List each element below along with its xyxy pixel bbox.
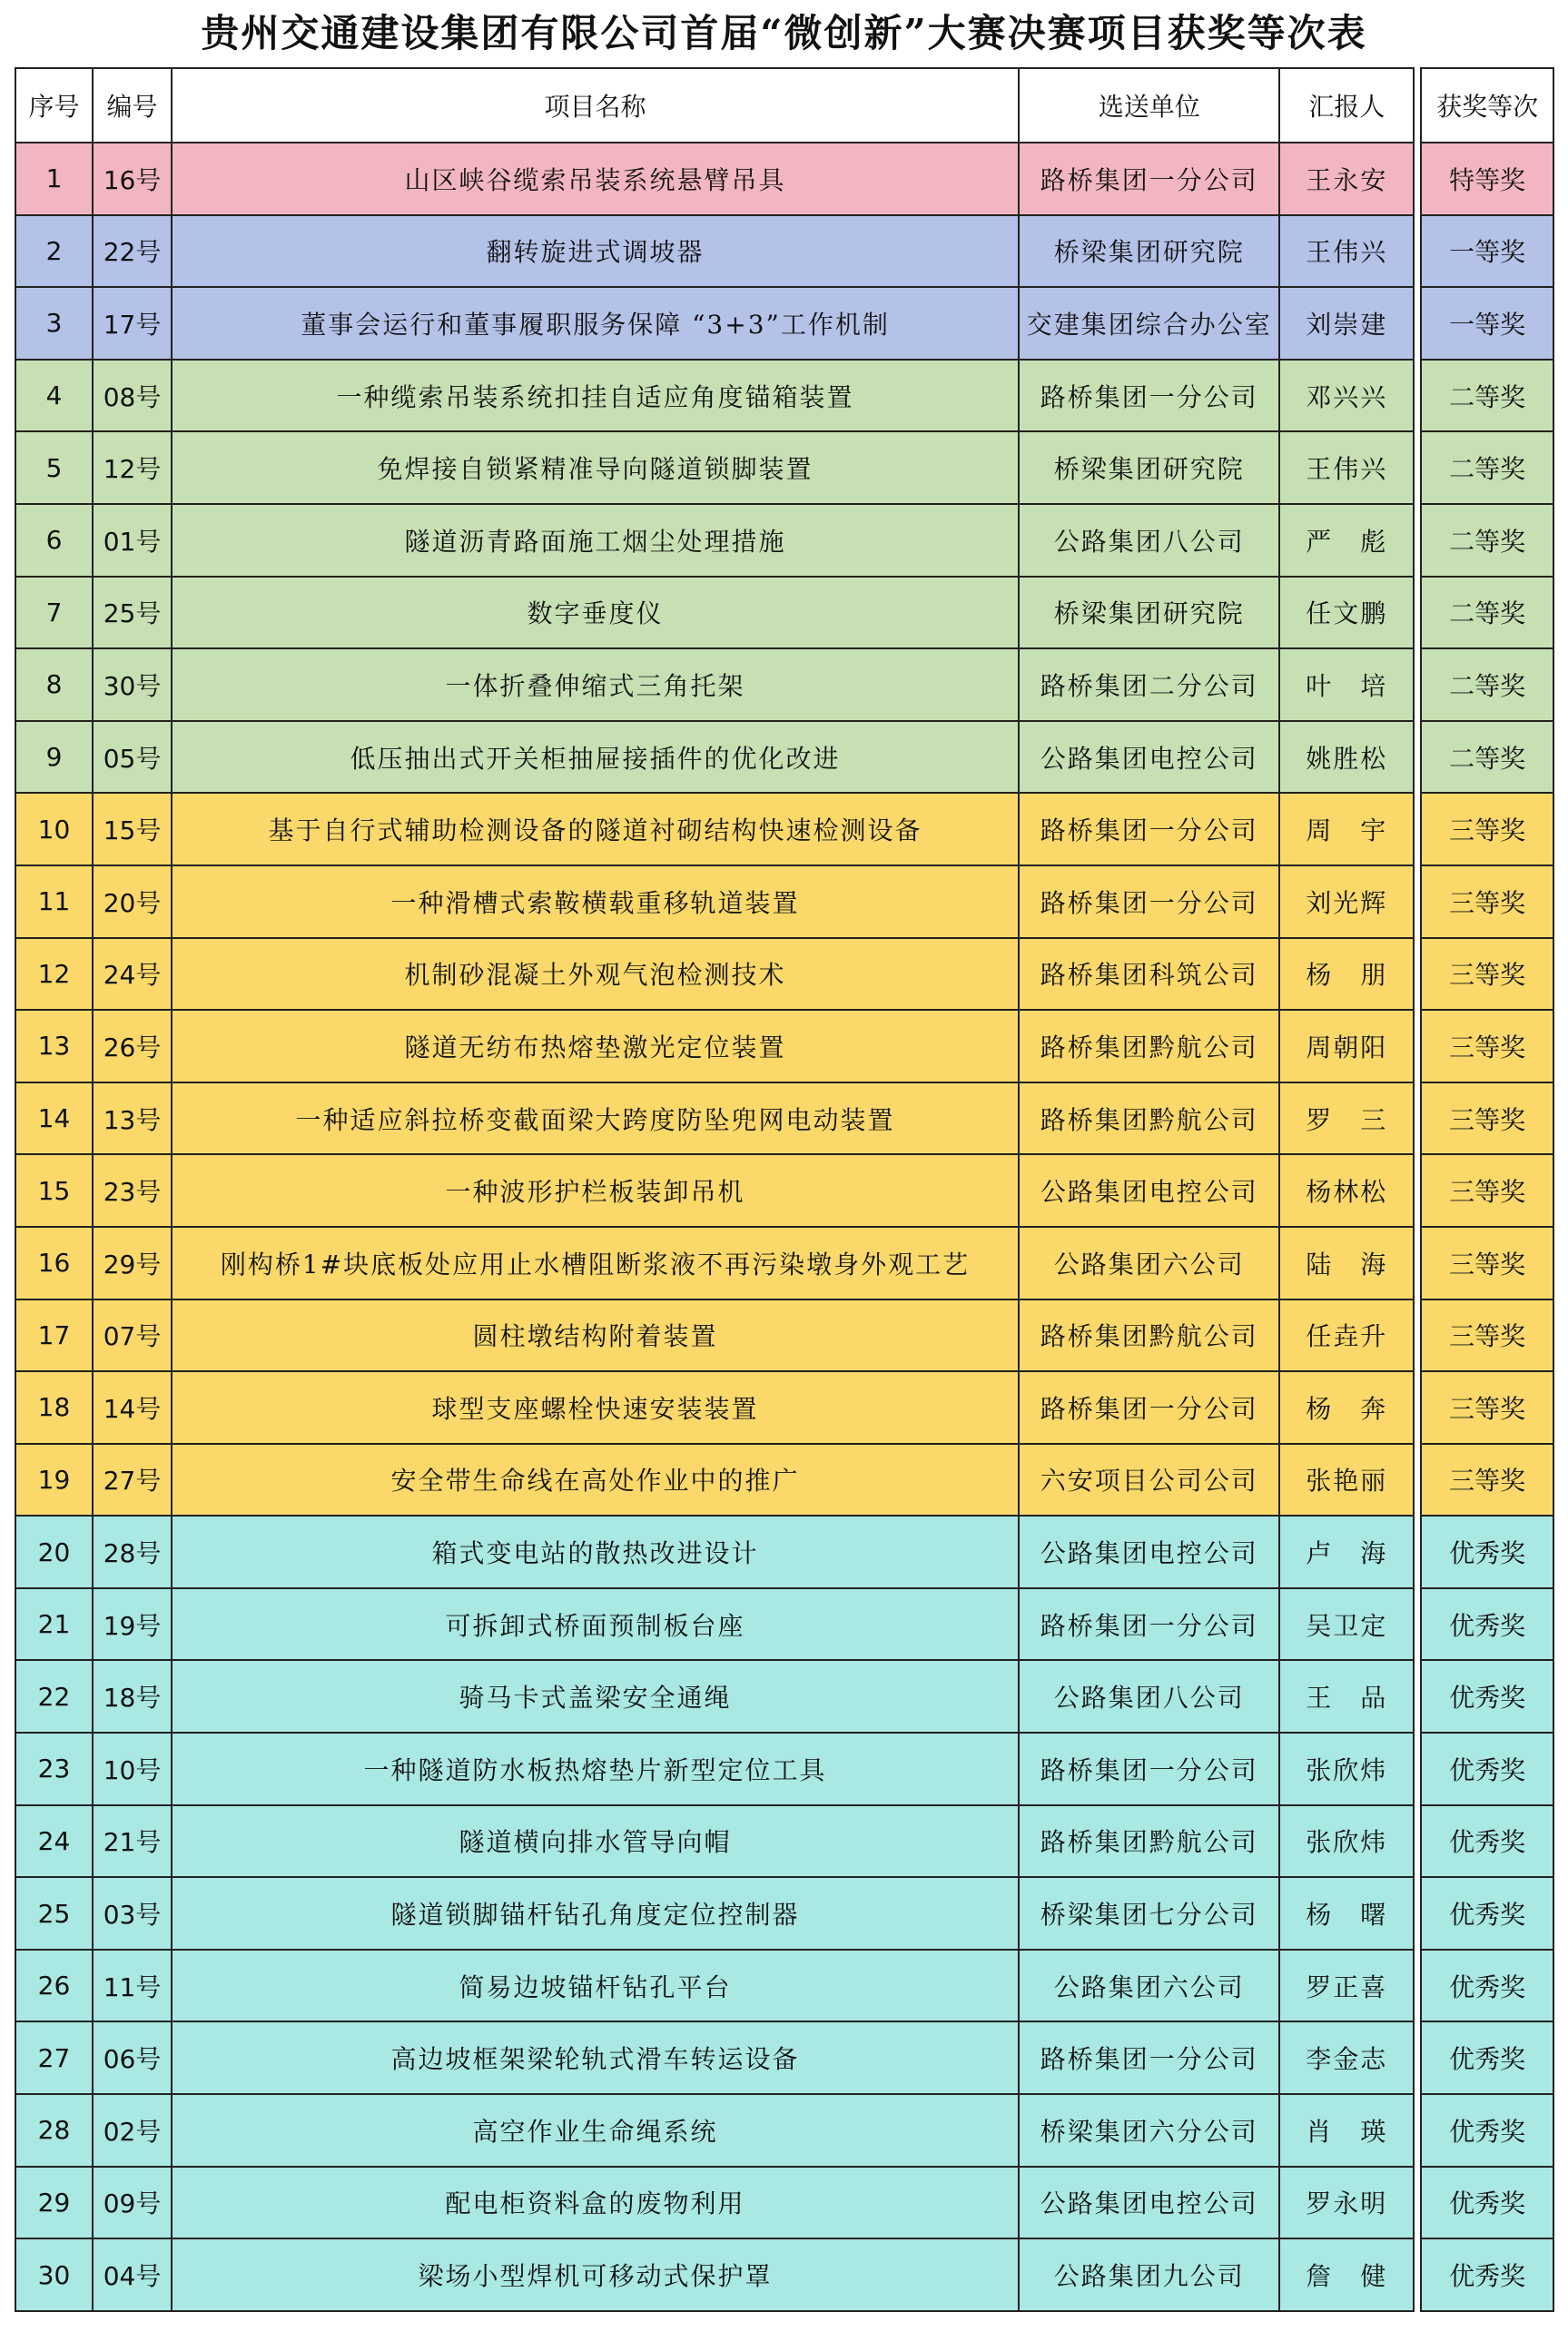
cell-reporter: 杨林松 xyxy=(1279,1154,1414,1227)
cell-unit: 路桥集团一分公司 xyxy=(1019,1371,1279,1444)
cell-num: 11号 xyxy=(93,1950,172,2022)
column-gap xyxy=(1414,938,1421,1011)
table-row xyxy=(15,1010,1553,1082)
cell-seq: 4 xyxy=(15,360,93,432)
cell-reporter: 张欣炜 xyxy=(1279,1733,1414,1805)
cell-reporter: 刘崇建 xyxy=(1279,287,1414,360)
cell-num: 04号 xyxy=(93,2238,172,2311)
cell-reporter: 卢 海 xyxy=(1279,1516,1414,1588)
column-gap xyxy=(1414,865,1421,938)
cell-unit: 公路集团六公司 xyxy=(1019,1950,1279,2022)
cell-seq: 19 xyxy=(15,1444,93,1517)
cell-seq: 13 xyxy=(15,1010,93,1082)
cell-project-name: 隧道无纺布热熔垫激光定位装置 xyxy=(172,1010,1019,1082)
table-row xyxy=(15,1733,1553,1805)
cell-unit: 路桥集团一分公司 xyxy=(1019,1733,1279,1805)
table-row xyxy=(15,2094,1553,2167)
cell-unit: 桥梁集团七分公司 xyxy=(1019,1877,1279,1950)
cell-unit: 路桥集团一分公司 xyxy=(1019,2021,1279,2094)
cell-seq: 6 xyxy=(15,504,93,577)
column-gap xyxy=(1414,2167,1421,2239)
cell-unit: 路桥集团一分公司 xyxy=(1019,143,1279,215)
cell-unit: 公路集团八公司 xyxy=(1019,504,1279,577)
column-gap xyxy=(1414,1516,1421,1588)
column-gap xyxy=(1414,1950,1421,2022)
cell-award: 三等奖 xyxy=(1421,793,1553,865)
cell-unit: 桥梁集团六分公司 xyxy=(1019,2094,1279,2167)
cell-reporter: 任垚升 xyxy=(1279,1299,1414,1372)
table-row xyxy=(15,2238,1553,2311)
table-row xyxy=(15,793,1553,865)
cell-seq: 17 xyxy=(15,1299,93,1372)
cell-unit: 路桥集团一分公司 xyxy=(1019,793,1279,865)
cell-num: 25号 xyxy=(93,577,172,649)
column-gap xyxy=(1414,360,1421,432)
cell-award: 二等奖 xyxy=(1421,431,1553,504)
table-row xyxy=(15,721,1553,794)
cell-project-name: 安全带生命线在高处作业中的推广 xyxy=(172,1444,1019,1517)
table-row xyxy=(15,1082,1553,1155)
cell-project-name: 山区峡谷缆索吊装系统悬臂吊具 xyxy=(172,143,1019,215)
cell-project-name: 基于自行式辅助检测设备的隧道衬砌结构快速检测设备 xyxy=(172,793,1019,865)
cell-seq: 11 xyxy=(15,865,93,938)
cell-num: 27号 xyxy=(93,1444,172,1517)
cell-award: 优秀奖 xyxy=(1421,2238,1553,2311)
cell-reporter: 王伟兴 xyxy=(1279,215,1414,288)
table-row xyxy=(15,2021,1553,2094)
cell-award: 优秀奖 xyxy=(1421,1516,1553,1588)
cell-award: 三等奖 xyxy=(1421,865,1553,938)
cell-award: 一等奖 xyxy=(1421,215,1553,288)
cell-project-name: 梁场小型焊机可移动式保护罩 xyxy=(172,2238,1019,2311)
column-gap xyxy=(1414,1588,1421,1661)
cell-num: 16号 xyxy=(93,143,172,215)
cell-reporter: 詹 健 xyxy=(1279,2238,1414,2311)
cell-project-name: 可拆卸式桥面预制板台座 xyxy=(172,1588,1019,1661)
cell-award: 优秀奖 xyxy=(1421,2094,1553,2167)
cell-reporter: 叶 培 xyxy=(1279,648,1414,721)
cell-award: 三等奖 xyxy=(1421,938,1553,1011)
awards-table xyxy=(15,67,1554,2312)
cell-num: 29号 xyxy=(93,1227,172,1299)
column-gap xyxy=(1414,1010,1421,1082)
column-gap xyxy=(1414,2094,1421,2167)
cell-num: 18号 xyxy=(93,1660,172,1733)
table-row xyxy=(15,865,1553,938)
cell-award: 三等奖 xyxy=(1421,1299,1553,1372)
cell-project-name: 一种滑槽式索鞍横载重移轨道装置 xyxy=(172,865,1019,938)
header-reporter: 汇报人 xyxy=(1279,68,1414,143)
cell-num: 09号 xyxy=(93,2167,172,2239)
table-row xyxy=(15,1588,1553,1661)
cell-award: 特等奖 xyxy=(1421,143,1553,215)
cell-project-name: 骑马卡式盖梁安全通绳 xyxy=(172,1660,1019,1733)
cell-award: 三等奖 xyxy=(1421,1371,1553,1444)
cell-unit: 路桥集团一分公司 xyxy=(1019,1588,1279,1661)
column-gap xyxy=(1414,1227,1421,1299)
cell-reporter: 杨 朋 xyxy=(1279,938,1414,1011)
cell-project-name: 高边坡框架梁轮轨式滑车转运设备 xyxy=(172,2021,1019,2094)
column-gap xyxy=(1414,793,1421,865)
cell-reporter: 李金志 xyxy=(1279,2021,1414,2094)
cell-num: 02号 xyxy=(93,2094,172,2167)
cell-num: 19号 xyxy=(93,1588,172,1661)
cell-project-name: 免焊接自锁紧精准导向隧道锁脚装置 xyxy=(172,431,1019,504)
table-row xyxy=(15,1660,1553,1733)
cell-reporter: 陆 海 xyxy=(1279,1227,1414,1299)
cell-unit: 桥梁集团研究院 xyxy=(1019,215,1279,288)
header-name: 项目名称 xyxy=(172,68,1019,143)
table-row xyxy=(15,648,1553,721)
cell-unit: 公路集团八公司 xyxy=(1019,1660,1279,1733)
table-header-row xyxy=(15,68,1553,143)
cell-unit: 交建集团综合办公室 xyxy=(1019,287,1279,360)
cell-seq: 1 xyxy=(15,143,93,215)
cell-seq: 24 xyxy=(15,1805,93,1878)
cell-project-name: 数字垂度仪 xyxy=(172,577,1019,649)
cell-reporter: 周 宇 xyxy=(1279,793,1414,865)
cell-unit: 桥梁集团研究院 xyxy=(1019,577,1279,649)
table-row xyxy=(15,577,1553,649)
column-gap xyxy=(1414,1660,1421,1733)
cell-project-name: 圆柱墩结构附着装置 xyxy=(172,1299,1019,1372)
page-title: 贵州交通建设集团有限公司首届“微创新”大赛决赛项目获奖等次表 xyxy=(201,11,1367,55)
cell-project-name: 一种适应斜拉桥变截面梁大跨度防坠兜网电动装置 xyxy=(172,1082,1019,1155)
cell-num: 21号 xyxy=(93,1805,172,1878)
column-gap xyxy=(1414,1805,1421,1878)
cell-project-name: 翻转旋进式调坡器 xyxy=(172,215,1019,288)
cell-award: 三等奖 xyxy=(1421,1010,1553,1082)
cell-award: 优秀奖 xyxy=(1421,1588,1553,1661)
cell-award: 优秀奖 xyxy=(1421,1877,1553,1950)
cell-project-name: 一种隧道防水板热熔垫片新型定位工具 xyxy=(172,1733,1019,1805)
column-gap xyxy=(1414,287,1421,360)
cell-seq: 10 xyxy=(15,793,93,865)
cell-num: 26号 xyxy=(93,1010,172,1082)
cell-award: 二等奖 xyxy=(1421,721,1553,794)
cell-seq: 5 xyxy=(15,431,93,504)
cell-seq: 26 xyxy=(15,1950,93,2022)
cell-seq: 8 xyxy=(15,648,93,721)
header-seq: 序号 xyxy=(15,68,93,143)
table-row xyxy=(15,360,1553,432)
cell-award: 三等奖 xyxy=(1421,1227,1553,1299)
cell-award: 二等奖 xyxy=(1421,577,1553,649)
cell-reporter: 任文鹏 xyxy=(1279,577,1414,649)
cell-project-name: 刚构桥1#块底板处应用止水槽阻断浆液不再污染墩身外观工艺 xyxy=(172,1227,1019,1299)
cell-seq: 29 xyxy=(15,2167,93,2239)
table-row xyxy=(15,1444,1553,1517)
column-gap xyxy=(1414,1444,1421,1517)
cell-project-name: 隧道横向排水管导向帽 xyxy=(172,1805,1019,1878)
cell-unit: 路桥集团黔航公司 xyxy=(1019,1082,1279,1155)
cell-reporter: 杨 曙 xyxy=(1279,1877,1414,1950)
cell-unit: 桥梁集团研究院 xyxy=(1019,431,1279,504)
table-row xyxy=(15,1371,1553,1444)
cell-num: 20号 xyxy=(93,865,172,938)
cell-seq: 7 xyxy=(15,577,93,649)
column-gap xyxy=(1414,68,1421,143)
cell-num: 22号 xyxy=(93,215,172,288)
table-row xyxy=(15,215,1553,288)
cell-reporter: 张艳丽 xyxy=(1279,1444,1414,1517)
cell-reporter: 王伟兴 xyxy=(1279,431,1414,504)
cell-project-name: 球型支座螺栓快速安装装置 xyxy=(172,1371,1019,1444)
cell-award: 优秀奖 xyxy=(1421,1660,1553,1733)
cell-seq: 9 xyxy=(15,721,93,794)
header-num: 编号 xyxy=(93,68,172,143)
cell-project-name: 高空作业生命绳系统 xyxy=(172,2094,1019,2167)
cell-seq: 21 xyxy=(15,1588,93,1661)
column-gap xyxy=(1414,504,1421,577)
column-gap xyxy=(1414,1371,1421,1444)
column-gap xyxy=(1414,1877,1421,1950)
cell-project-name: 配电柜资料盒的废物利用 xyxy=(172,2167,1019,2239)
cell-project-name: 简易边坡锚杆钻孔平台 xyxy=(172,1950,1019,2022)
cell-project-name: 一种缆索吊装系统扣挂自适应角度锚箱装置 xyxy=(172,360,1019,432)
cell-seq: 22 xyxy=(15,1660,93,1733)
column-gap xyxy=(1414,648,1421,721)
cell-unit: 路桥集团一分公司 xyxy=(1019,865,1279,938)
column-gap xyxy=(1414,2238,1421,2311)
column-gap xyxy=(1414,2021,1421,2094)
cell-reporter: 王 品 xyxy=(1279,1660,1414,1733)
cell-unit: 路桥集团黔航公司 xyxy=(1019,1805,1279,1878)
cell-reporter: 罗 三 xyxy=(1279,1082,1414,1155)
cell-num: 12号 xyxy=(93,431,172,504)
cell-unit: 路桥集团科筑公司 xyxy=(1019,938,1279,1011)
cell-num: 24号 xyxy=(93,938,172,1011)
column-gap xyxy=(1414,1154,1421,1227)
cell-project-name: 董事会运行和董事履职服务保障 “3+3”工作机制 xyxy=(172,287,1019,360)
cell-award: 三等奖 xyxy=(1421,1444,1553,1517)
cell-reporter: 肖 瑛 xyxy=(1279,2094,1414,2167)
table-row xyxy=(15,1950,1553,2022)
cell-unit: 路桥集团黔航公司 xyxy=(1019,1010,1279,1082)
cell-num: 08号 xyxy=(93,360,172,432)
cell-award: 优秀奖 xyxy=(1421,2021,1553,2094)
cell-num: 05号 xyxy=(93,721,172,794)
cell-seq: 18 xyxy=(15,1371,93,1444)
cell-num: 03号 xyxy=(93,1877,172,1950)
cell-project-name: 隧道锁脚锚杆钻孔角度定位控制器 xyxy=(172,1877,1019,1950)
table-row xyxy=(15,2167,1553,2239)
cell-award: 三等奖 xyxy=(1421,1154,1553,1227)
column-gap xyxy=(1414,431,1421,504)
cell-seq: 12 xyxy=(15,938,93,1011)
cell-award: 一等奖 xyxy=(1421,287,1553,360)
cell-reporter: 邓兴兴 xyxy=(1279,360,1414,432)
table-row xyxy=(15,1227,1553,1299)
cell-award: 优秀奖 xyxy=(1421,2167,1553,2239)
cell-reporter: 罗永明 xyxy=(1279,2167,1414,2239)
cell-unit: 公路集团电控公司 xyxy=(1019,1516,1279,1588)
header-unit: 选送单位 xyxy=(1019,68,1279,143)
cell-num: 01号 xyxy=(93,504,172,577)
column-gap xyxy=(1414,215,1421,288)
cell-project-name: 一种波形护栏板装卸吊机 xyxy=(172,1154,1019,1227)
cell-reporter: 杨 奔 xyxy=(1279,1371,1414,1444)
cell-seq: 27 xyxy=(15,2021,93,2094)
cell-reporter: 姚胜松 xyxy=(1279,721,1414,794)
cell-reporter: 罗正喜 xyxy=(1279,1950,1414,2022)
cell-num: 28号 xyxy=(93,1516,172,1588)
cell-seq: 14 xyxy=(15,1082,93,1155)
column-gap xyxy=(1414,721,1421,794)
table-row xyxy=(15,143,1553,215)
cell-seq: 2 xyxy=(15,215,93,288)
cell-project-name: 隧道沥青路面施工烟尘处理措施 xyxy=(172,504,1019,577)
cell-unit: 路桥集团一分公司 xyxy=(1019,360,1279,432)
table-body xyxy=(15,143,1553,2311)
cell-unit: 路桥集团黔航公司 xyxy=(1019,1299,1279,1372)
cell-num: 06号 xyxy=(93,2021,172,2094)
cell-num: 14号 xyxy=(93,1371,172,1444)
cell-unit: 公路集团九公司 xyxy=(1019,2238,1279,2311)
table-row xyxy=(15,1299,1553,1372)
cell-num: 17号 xyxy=(93,287,172,360)
cell-reporter: 严 彪 xyxy=(1279,504,1414,577)
cell-reporter: 王永安 xyxy=(1279,143,1414,215)
cell-reporter: 张欣炜 xyxy=(1279,1805,1414,1878)
cell-num: 07号 xyxy=(93,1299,172,1372)
cell-award: 二等奖 xyxy=(1421,504,1553,577)
column-gap xyxy=(1414,1082,1421,1155)
table-row xyxy=(15,504,1553,577)
cell-award: 二等奖 xyxy=(1421,648,1553,721)
cell-unit: 公路集团电控公司 xyxy=(1019,2167,1279,2239)
cell-award: 优秀奖 xyxy=(1421,1950,1553,2022)
cell-award: 优秀奖 xyxy=(1421,1805,1553,1878)
cell-num: 30号 xyxy=(93,648,172,721)
cell-award: 优秀奖 xyxy=(1421,1733,1553,1805)
cell-unit: 六安项目公司公司 xyxy=(1019,1444,1279,1517)
cell-seq: 25 xyxy=(15,1877,93,1950)
column-gap xyxy=(1414,1299,1421,1372)
cell-reporter: 吴卫定 xyxy=(1279,1588,1414,1661)
cell-project-name: 机制砂混凝土外观气泡检测技术 xyxy=(172,938,1019,1011)
column-gap xyxy=(1414,577,1421,649)
table-row xyxy=(15,1516,1553,1588)
cell-seq: 23 xyxy=(15,1733,93,1805)
cell-unit: 公路集团电控公司 xyxy=(1019,721,1279,794)
table-row xyxy=(15,1154,1553,1227)
cell-unit: 路桥集团二分公司 xyxy=(1019,648,1279,721)
cell-seq: 3 xyxy=(15,287,93,360)
cell-seq: 20 xyxy=(15,1516,93,1588)
cell-reporter: 周朝阳 xyxy=(1279,1010,1414,1082)
cell-seq: 15 xyxy=(15,1154,93,1227)
cell-award: 二等奖 xyxy=(1421,360,1553,432)
cell-unit: 公路集团六公司 xyxy=(1019,1227,1279,1299)
cell-reporter: 刘光辉 xyxy=(1279,865,1414,938)
cell-num: 13号 xyxy=(93,1082,172,1155)
cell-seq: 16 xyxy=(15,1227,93,1299)
cell-project-name: 箱式变电站的散热改进设计 xyxy=(172,1516,1019,1588)
table-row xyxy=(15,1805,1553,1878)
cell-num: 10号 xyxy=(93,1733,172,1805)
cell-seq: 30 xyxy=(15,2238,93,2311)
table-row xyxy=(15,1877,1553,1950)
cell-award: 三等奖 xyxy=(1421,1082,1553,1155)
cell-project-name: 低压抽出式开关柜抽屉接插件的优化改进 xyxy=(172,721,1019,794)
cell-unit: 公路集团电控公司 xyxy=(1019,1154,1279,1227)
cell-num: 15号 xyxy=(93,793,172,865)
table-row xyxy=(15,431,1553,504)
table-row xyxy=(15,938,1553,1011)
column-gap xyxy=(1414,143,1421,215)
cell-seq: 28 xyxy=(15,2094,93,2167)
table-row xyxy=(15,287,1553,360)
header-award: 获奖等次 xyxy=(1421,68,1553,143)
column-gap xyxy=(1414,1733,1421,1805)
cell-project-name: 一体折叠伸缩式三角托架 xyxy=(172,648,1019,721)
cell-num: 23号 xyxy=(93,1154,172,1227)
